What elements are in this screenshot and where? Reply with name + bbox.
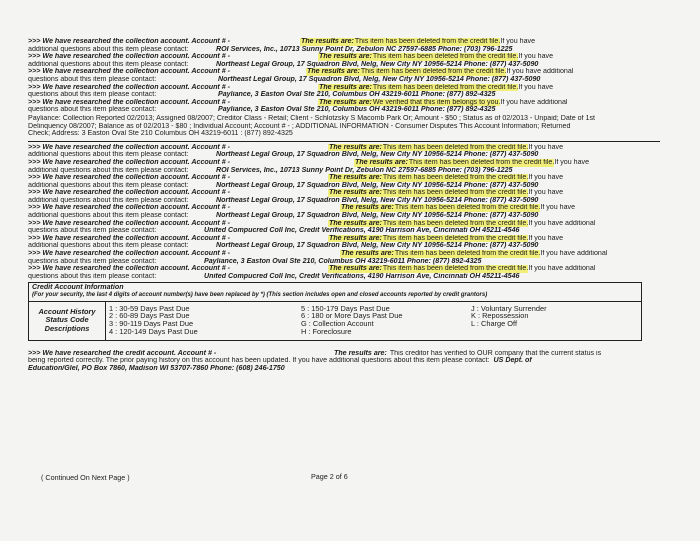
legend-header <box>29 283 641 301</box>
status-code: J : Voluntary Surrender <box>471 303 547 313</box>
entry-lead: >>> We have researched the collection account. Account # - <box>28 250 231 258</box>
entry-lead: >>> We have researched the collection account. Account # - <box>28 98 231 106</box>
result-text: This item has been deleted from the credit file. <box>394 250 541 258</box>
detail-line: Payliance: Collection Reported 02/2013; Assigned 08/2007; Creditor Class - Retail; Client - Schlotzsky S Macomb Park Or; Amount - $50 ; Status as of 02/2013 - Unpaid; Date of 1st <box>28 114 596 122</box>
contact-info: United Compucred Coll Inc, Credit Verifications, 4190 Harrison Ave, Cincinnati OH 45211-4546 <box>204 272 520 280</box>
entry-tail: If you have <box>518 53 554 61</box>
entry-tail: If you have <box>518 83 554 91</box>
report-page <box>28 38 660 508</box>
entry-tail: If you have additional <box>528 219 596 227</box>
entry-tail: If you have <box>554 158 590 166</box>
status-code: H : Foreclosure <box>301 326 352 336</box>
collection-entry <box>28 189 660 204</box>
collection-results-section-2 <box>28 144 660 281</box>
results-label: The results are: <box>319 83 372 91</box>
page-number: Page 2 of 6 <box>311 472 348 481</box>
result-text: This item has been deleted from the credit file. <box>372 83 519 91</box>
results-label: The results are: <box>301 38 354 45</box>
section-divider <box>28 141 660 142</box>
contact-prefix: questions about this item please contact: <box>28 75 157 83</box>
result-text: This item has been deleted from the credit file. <box>382 174 529 182</box>
contact-info: United Compucred Coll Inc, Credit Verifications, 4190 Harrison Ave, Cincinnati OH 45211-4546 <box>204 227 520 235</box>
continued-note: ( Continued On Next Page ) <box>41 473 130 482</box>
contact-prefix: questions about this item please contact: <box>28 227 157 235</box>
contact-prefix: additional questions about this item please contact: <box>28 45 189 53</box>
entry-tail: If you have <box>528 189 564 197</box>
collection-entry <box>28 159 660 174</box>
results-label: The results are: <box>329 219 382 227</box>
result-text: This item has been deleted from the credit file. <box>382 219 529 227</box>
results-label: The results are: <box>329 234 382 242</box>
contact-info: ROI Services, Inc., 10713 Sunny Point Dr, Zebulon NC 27597-6885 Phone: (703) 796-1225 <box>216 45 513 53</box>
results-label: The results are: <box>341 204 394 212</box>
label-line: Account History <box>38 306 96 316</box>
entry-tail: If you have additional <box>500 98 568 106</box>
results-label: The results are: <box>329 189 382 197</box>
result-text: This item has been deleted from the credit file. <box>382 265 529 273</box>
collection-entry <box>28 265 660 280</box>
contact-prefix: questions about this item please contact: <box>28 257 157 265</box>
status-code: L : Charge Off <box>471 319 518 329</box>
entry-lead: >>> We have researched the collection account. Account # - <box>28 219 231 227</box>
results-label: The results are: <box>319 53 372 61</box>
contact-info: Northeast Legal Group, 17 Squadron Blvd, Nelg, New City NY 10956-5214 Phone: (877) 437-5090 <box>218 75 541 83</box>
results-label: The results are: <box>329 143 382 151</box>
entry-lead: >>> We have researched the credit account. Account # - <box>28 349 217 357</box>
contact-prefix: additional questions about this item please contact: <box>28 212 189 220</box>
entry-lead: >>> We have researched the collection account. Account # - <box>28 265 231 273</box>
credit-account-information-box <box>28 282 642 340</box>
collection-entry <box>28 68 660 83</box>
contact-info: Northeast Legal Group, 17 Squadron Blvd, Nelg, New City NY 10956-5214 Phone: (877) 437-5090 <box>216 212 539 220</box>
contact-info: Payliance, 3 Easton Oval Ste 210, Columbus OH 43219-6011 Phone: (877) 892-4325 <box>218 106 496 114</box>
contact-info: Northeast Legal Group, 17 Squadron Blvd, Nelg, New City NY 10956-5214 Phone: (877) 437-5090 <box>216 196 539 204</box>
collection-entry <box>28 53 660 68</box>
result-text: This item has been deleted from the credit file. <box>408 158 555 166</box>
entry-lead: >>> We have researched the collection account. Account # - <box>28 143 231 151</box>
collection-entry <box>28 204 660 219</box>
detail-line: Delinquency 08/2007; Balance as of 02/2013 - $80 ; Individual Account; Account # - ; ADDITIONAL INFORMATION - Consumer Disputes This Account Information; Returned <box>28 122 571 130</box>
results-label: The results are: <box>307 68 360 76</box>
entry-tail: If you have additional <box>528 265 596 273</box>
label-line: Status Code <box>45 315 89 325</box>
collection-results-section-1 <box>28 38 660 138</box>
results-label: The results are: <box>329 265 382 273</box>
collection-entry <box>28 174 660 189</box>
result-text: This item has been deleted from the credit file. <box>382 189 529 197</box>
contact-prefix: additional questions about this item please contact: <box>28 181 189 189</box>
results-label: The results are: <box>341 250 394 258</box>
results-label: The results are: <box>329 174 382 182</box>
label-line: Descriptions <box>44 323 90 333</box>
entry-tail: If you have <box>528 174 564 182</box>
payliance-detail <box>28 115 660 138</box>
contact-info: Education/Glel, PO Box 7860, Madison WI 53707-7860 Phone: (608) 246-1750 <box>28 364 285 372</box>
detail-line: Check; Address: 3 Easton Oval Ste 210 Columbus OH 43219-6011 : (877) 892-4325 <box>28 130 293 138</box>
entry-tail: If you have additional <box>540 250 608 258</box>
entry-lead: >>> We have researched the collection account. Account # - <box>28 68 231 76</box>
result-text: This item has been deleted from the credit file. <box>360 68 507 76</box>
status-code: 3 : 90-119 Days Past Due <box>109 319 194 329</box>
collection-entry <box>28 99 660 114</box>
legend-body <box>29 302 641 340</box>
result-text: This item has been deleted from the credit file. <box>354 38 501 45</box>
contact-prefix: additional questions about this item please contact: <box>28 166 189 174</box>
result-text: This item has been deleted from the credit file. <box>394 204 541 212</box>
entry-lead: >>> We have researched the collection account. Account # - <box>28 204 231 212</box>
result-text: We verified that this item belongs to you. <box>372 98 501 106</box>
status-codes-col-1 <box>105 302 301 340</box>
contact-info: Payliance, 3 Easton Oval Ste 210, Columbus OH 43219-6011 Phone: (877) 892-4325 <box>204 257 482 265</box>
contact-info: Northeast Legal Group, 17 Squadron Blvd, Nelg, New City NY 10956-5214 Phone: (877) 437-5090 <box>216 151 539 159</box>
collection-entry <box>28 250 660 265</box>
entry-tail: If you have <box>500 38 536 45</box>
results-label: The results are: <box>319 98 372 106</box>
result-text: This item has been deleted from the credit file. <box>382 143 529 151</box>
entry-tail: If you have <box>540 204 576 212</box>
contact-prefix: additional questions about this item please contact: <box>28 151 189 159</box>
entry-lead: >>> We have researched the collection account. Account # - <box>28 234 231 242</box>
contact-info: Payliance, 3 Easton Oval Ste 210, Columbus OH 43219-6011 Phone: (877) 892-4325 <box>218 91 496 99</box>
collection-entry <box>28 235 660 250</box>
status-codes-col-3 <box>471 302 641 340</box>
contact-prefix: questions about this item please contact: <box>28 91 157 99</box>
collection-entry <box>28 220 660 235</box>
contact-prefix: questions about this item please contact: <box>28 106 157 114</box>
status-code: 1 : 30-59 Days Past Due <box>109 303 190 313</box>
contact-prefix: additional questions about this item please contact: <box>28 196 189 204</box>
contact-info: Northeast Legal Group, 17 Squadron Blvd, Nelg, New City NY 10956-5214 Phone: (877) 437-5090 <box>216 60 539 68</box>
legend-title: Credit Account Information <box>32 283 124 292</box>
credit-entry-line2: being reported correctly. The prior paying history on this account has been updated. If you have additional questions about this item please contact: <box>28 357 490 365</box>
status-code: 2 : 60-89 Days Past Due <box>109 311 190 321</box>
contact-info: US Dept. of <box>493 357 532 365</box>
results-label: The results are: <box>355 158 408 166</box>
status-code: 5 : 150-179 Days Past Due <box>301 303 390 313</box>
result-text: This creditor has verified to OUR company that the current status is <box>389 349 602 357</box>
contact-info: Northeast Legal Group, 17 Squadron Blvd, Nelg, New City NY 10956-5214 Phone: (877) 437-5090 <box>216 181 539 189</box>
result-text: This item has been deleted from the credit file. <box>372 53 519 61</box>
status-code: K : Repossession <box>471 311 529 321</box>
collection-entry <box>28 144 660 159</box>
collection-entry <box>28 38 660 53</box>
contact-prefix: questions about this item please contact: <box>28 272 157 280</box>
results-label: The results are: <box>334 349 387 357</box>
status-code: G : Collection Account <box>301 319 374 329</box>
entry-lead: >>> We have researched the collection account. Account # - <box>28 189 231 197</box>
entry-lead: >>> We have researched the collection account. Account # - <box>28 174 231 182</box>
status-code: 6 : 180 or More Days Past Due <box>301 311 403 321</box>
status-codes-col-2 <box>301 302 471 340</box>
entry-lead: >>> We have researched the collection account. Account # - <box>28 83 231 91</box>
contact-prefix: additional questions about this item please contact: <box>28 242 189 250</box>
status-code-label <box>29 302 105 340</box>
status-code: 4 : 120-149 Days Past Due <box>109 326 198 336</box>
result-text: This item has been deleted from the credit file. <box>382 234 529 242</box>
entry-lead: >>> We have researched the collection account. Account # - <box>28 158 231 166</box>
entry-tail: If you have <box>528 234 564 242</box>
collection-entry <box>28 84 660 99</box>
legend-note: (For your security, the last 4 digits of account number(s) have been replaced by *) (This section includes open and closed accounts reported by credit grantors) <box>32 292 488 298</box>
contact-info: Northeast Legal Group, 17 Squadron Blvd, Nelg, New City NY 10956-5214 Phone: (877) 437-5090 <box>216 242 539 250</box>
contact-prefix: additional questions about this item please contact: <box>28 60 189 68</box>
entry-lead: >>> We have researched the collection account. Account # - <box>28 38 231 45</box>
credit-entry <box>28 350 660 373</box>
entry-tail: If you have <box>528 143 564 151</box>
entry-lead: >>> We have researched the collection account. Account # - <box>28 53 231 61</box>
contact-info: ROI Services, Inc., 10713 Sunny Point Dr, Zebulon NC 27597-6885 Phone: (703) 796-1225 <box>216 166 513 174</box>
entry-tail: If you have additional <box>506 68 574 76</box>
